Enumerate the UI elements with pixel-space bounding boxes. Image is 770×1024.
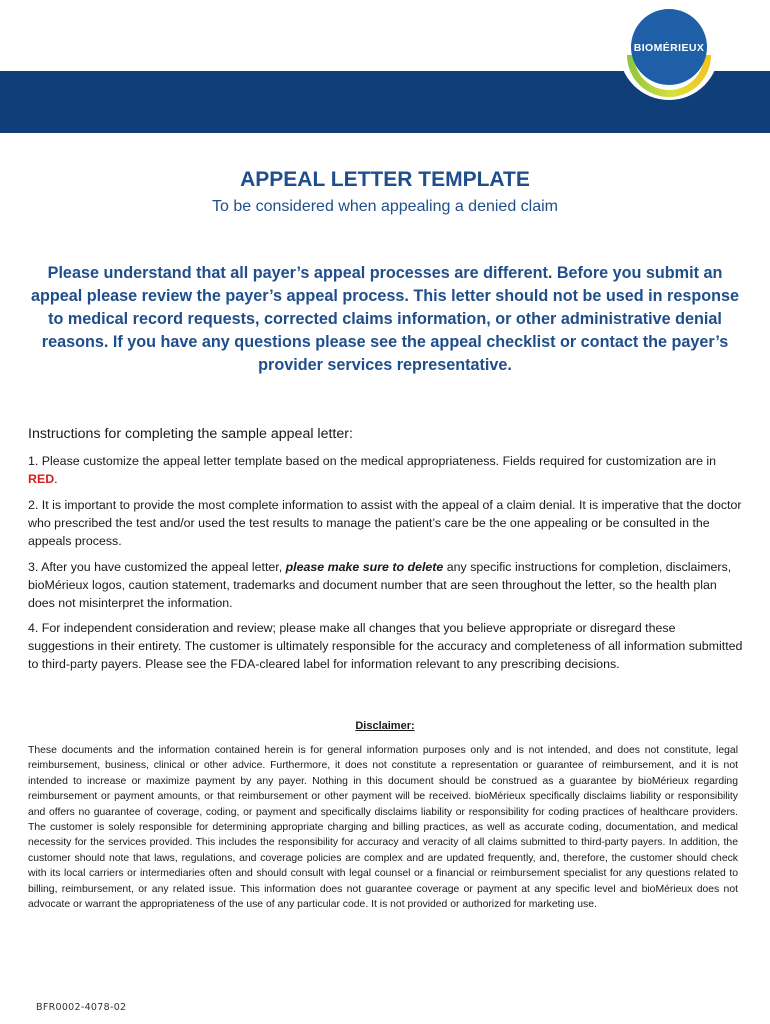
page-title: APPEAL LETTER TEMPLATE — [240, 168, 530, 191]
instruction-1-text: 1. Please customize the appeal letter template based on the medical appropriateness. Fields required for customization are in — [28, 454, 717, 468]
instruction-item-3 — [28, 558, 744, 612]
instructions-heading: Instructions for completing the sample appeal letter: — [28, 426, 353, 442]
logo-badge-icon — [614, 0, 724, 110]
red-field-label: RED — [28, 472, 55, 486]
biomerieux-logo — [614, 0, 724, 110]
disclaimer-body: These documents and the information contained herein is for general information purposes only and is not intended, and does not constitute, legal reimbursement, business, clinical or other advice. Furthermore, it does not constitute a representation or guarantee of reimbursement, and it is not intended to increase or maximize payment by any payer. Nothing in this document should be construed as a guarantee by bioMérieux regarding reimbursement or payment amounts, or that reimbursement or other payment will be received. bioMérieux specifically disclaims liability or responsibility and offers no guarantee of coverage, coding, or payment and specifically disclaims liability or responsibility for coding practices of healthcare providers. The customer is solely responsible for determining appropriate charging and billing practices, as well as accurate coding, documentation, and medical necessity for the services provided. This includes the responsibility for accuracy and veracity of all claims submitted to third-party payers. In addition, the customer should note that laws, regulations, and coverage policies are complex and are updated frequently, and, therefore, the customer should check with its local carriers or intermediaries often and should consult with legal counsel or a financial or reimbursement specialist for any questions related to billing, reimbursement, or any related issue. This information does not guarantee coverage or payment at any specific level and bioMérieux does not advocate or warrant the appropriateness of the use of any particular code. It is not provided or authorized for marketing use. — [28, 745, 738, 911]
logo-wordmark: BIOMÉRIEUX — [633, 42, 705, 54]
page-subtitle: To be considered when appealing a denied claim — [211, 198, 558, 215]
document-number: BFR0002-4078-02 — [36, 1002, 127, 1013]
instruction-item-2: 2. It is important to provide the most complete information to assist with the appeal of a claim denial. It is imperative that the doctor who prescribed the test and/or used the test results to manage the patient’s care be the one appealing or be consulted in the appeals process. — [28, 498, 742, 548]
delete-emphasis: please make sure to delete — [285, 560, 444, 574]
instruction-3-end: any specific instructions for completion, disclaimers, bioMérieux logos, caution statement, trademarks and document number that are seen throughout the letter, so the health plan does not misinterpret the information. — [28, 560, 732, 610]
instruction-item-1 — [28, 452, 744, 488]
instruction-3-text: 3. After you have customized the appeal letter, — [28, 560, 286, 574]
instruction-1-end: . — [54, 472, 58, 486]
instruction-item-4: 4. For independent consideration and review; please make all changes that you believe appropriate or disregard these suggestions in their entirety. The customer is ultimately responsible for the accuracy and completeness of all information submitted to third-party payers. Please see the FDA-cleared label for information relevant to any prescribing decisions. — [28, 621, 743, 671]
notice-paragraph: Please understand that all payer’s appeal processes are different. Before you submit an appeal please review the payer’s appeal process. This letter should not be used in response to medical record requests, corrected claims information, or other administrative denial reasons. If you have any questions please see the appeal checklist or contact the payer’s provider services representative. — [31, 264, 739, 374]
disclaimer-heading: Disclaimer: — [355, 720, 415, 732]
